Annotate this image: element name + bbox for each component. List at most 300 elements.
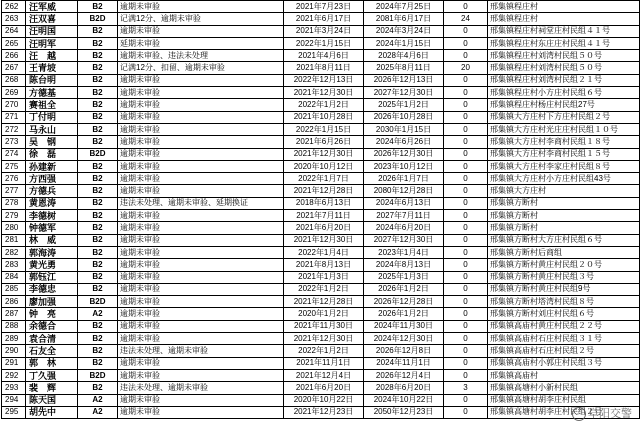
points-cell: 0 [444, 197, 488, 209]
table-row [2, 210, 640, 222]
address-cell: 邢集镇大方庄村 [488, 185, 640, 197]
address-cell: 邢集镇方断村 [488, 210, 640, 222]
reason-cell: 逾期未审验 [118, 148, 284, 160]
date-from-cell: 2021年4月6日 [284, 50, 364, 62]
date-to-cell: 2027年7月11日 [364, 210, 444, 222]
wechat-logo-icon [572, 407, 586, 421]
row-number-cell: 287 [2, 308, 26, 320]
date-to-cell: 2080年12月28日 [364, 185, 444, 197]
reason-cell: 记满12分、扣留、逾期未审验 [118, 62, 284, 74]
driver-name-cell: 黄恩涛 [26, 197, 78, 209]
table-row [2, 382, 640, 394]
address-cell: 邢集镇高庙村石庄村民组２号 [488, 345, 640, 357]
reason-cell: 逾期未审验 [118, 357, 284, 369]
address-cell: 邢集镇程庄村祠堂庄村民组４１号 [488, 25, 640, 37]
driver-name-cell: 袁合清 [26, 333, 78, 345]
table-row [2, 123, 640, 135]
date-from-cell: 2021年10月28日 [284, 111, 364, 123]
table-row [2, 357, 640, 369]
reason-cell: 逾期未审验 [118, 1, 284, 13]
reason-cell: 延期未审验 [118, 37, 284, 49]
date-to-cell: 2027年12月30日 [364, 234, 444, 246]
date-to-cell: 2026年12月4日 [364, 369, 444, 381]
date-from-cell: 2021年7月23日 [284, 1, 364, 13]
license-class-cell: B2 [78, 222, 118, 234]
date-from-cell: 2021年8月11日 [284, 62, 364, 74]
address-cell: 邢集镇大方庄村李家庄村民组８号 [488, 160, 640, 172]
row-number-cell: 280 [2, 222, 26, 234]
address-cell: 邢集镇程庄村 [488, 13, 640, 25]
driver-name-cell: 汪双喜 [26, 13, 78, 25]
date-to-cell: 2026年1月2日 [364, 283, 444, 295]
driver-name-cell: 余德合 [26, 320, 78, 332]
date-from-cell: 2020年10月22日 [284, 394, 364, 406]
address-cell: 邢集镇方断村塔湾村民组８号 [488, 296, 640, 308]
date-from-cell: 2022年1月7日 [284, 173, 364, 185]
driver-name-cell: 汪明军 [26, 37, 78, 49]
table-row [2, 222, 640, 234]
table-row [2, 271, 640, 283]
date-from-cell: 2021年12月28日 [284, 296, 364, 308]
points-cell: 0 [444, 357, 488, 369]
license-class-cell: B2 [78, 87, 118, 99]
date-to-cell: 2028年4月6日 [364, 50, 444, 62]
driver-name-cell: 郭钰江 [26, 271, 78, 283]
row-number-cell: 268 [2, 74, 26, 86]
points-cell: 0 [444, 111, 488, 123]
address-cell: 邢集镇程庄村 [488, 1, 640, 13]
table-row [2, 394, 640, 406]
points-cell: 0 [444, 123, 488, 135]
date-from-cell: 2022年1月2日 [284, 99, 364, 111]
driver-name-cell: 王青坡 [26, 62, 78, 74]
points-cell: 0 [444, 160, 488, 172]
address-cell: 邢集镇方断村后商组 [488, 246, 640, 258]
points-cell: 0 [444, 406, 488, 418]
points-cell: 0 [444, 308, 488, 320]
row-number-cell: 293 [2, 382, 26, 394]
license-class-cell: B2 [78, 25, 118, 37]
table-row [2, 308, 640, 320]
row-number-cell: 270 [2, 99, 26, 111]
driver-name-cell: 裴 辉 [26, 382, 78, 394]
license-class-cell: B2 [78, 62, 118, 74]
address-cell: 邢集镇大方庄村小方庄村民组43号 [488, 173, 640, 185]
violation-table [1, 0, 640, 419]
license-class-cell: B2 [78, 234, 118, 246]
date-to-cell: 2025年1月2日 [364, 99, 444, 111]
row-number-cell: 282 [2, 246, 26, 258]
license-class-cell: B2 [78, 382, 118, 394]
row-number-cell: 262 [2, 1, 26, 13]
points-cell: 0 [444, 246, 488, 258]
driver-name-cell: 陈台明 [26, 74, 78, 86]
reason-cell: 逾期未审验 [118, 87, 284, 99]
date-from-cell: 2021年11月1日 [284, 357, 364, 369]
reason-cell: 逾期未审验、违法未处理 [118, 50, 284, 62]
address-cell: 邢集镇高塘村小新村民组 [488, 382, 640, 394]
table-row [2, 406, 640, 418]
row-number-cell: 279 [2, 210, 26, 222]
reason-cell: 违法未处理、逾期未审验 [118, 345, 284, 357]
date-to-cell: 2026年12月13日 [364, 74, 444, 86]
date-to-cell: 2030年1月15日 [364, 123, 444, 135]
table-row [2, 185, 640, 197]
reason-cell: 逾期未审验 [118, 25, 284, 37]
address-cell: 邢集镇大方庄村李商村民组１８号 [488, 136, 640, 148]
reason-cell: 逾期未审验 [118, 99, 284, 111]
date-to-cell: 2026年12月30日 [364, 148, 444, 160]
date-to-cell: 2024年7月25日 [364, 1, 444, 13]
date-from-cell: 2018年6月13日 [284, 197, 364, 209]
date-to-cell: 2024年8月13日 [364, 259, 444, 271]
license-class-cell: B2 [78, 136, 118, 148]
license-class-cell: B2D [78, 296, 118, 308]
date-to-cell: 2081年6月17日 [364, 13, 444, 25]
driver-name-cell: 汪明国 [26, 25, 78, 37]
date-to-cell: 2024年12月30日 [364, 333, 444, 345]
date-from-cell: 2021年12月30日 [284, 234, 364, 246]
address-cell: 邢集镇程庄村刘湾村民组５０号 [488, 50, 640, 62]
row-number-cell: 273 [2, 136, 26, 148]
reason-cell: 逾期未审验 [118, 111, 284, 123]
table-row [2, 160, 640, 172]
table-row [2, 87, 640, 99]
row-number-cell: 274 [2, 148, 26, 160]
reason-cell: 违法未处理、逾期未审验 [118, 382, 284, 394]
reason-cell: 逾期未审验 [118, 308, 284, 320]
row-number-cell: 266 [2, 50, 26, 62]
reason-cell: 逾期未审验 [118, 123, 284, 135]
date-to-cell: 2023年10月12日 [364, 160, 444, 172]
points-cell: 0 [444, 259, 488, 271]
date-to-cell: 2024年1月15日 [364, 37, 444, 49]
row-number-cell: 264 [2, 25, 26, 37]
address-cell: 邢集镇高塘村胡李庄村民组２号 [488, 406, 640, 418]
reason-cell: 逾期未审验 [118, 369, 284, 381]
date-from-cell: 2021年6月20日 [284, 222, 364, 234]
reason-cell: 逾期未审验 [118, 406, 284, 418]
date-to-cell: 2028年6月20日 [364, 382, 444, 394]
license-class-cell: B2 [78, 333, 118, 345]
table-row [2, 246, 640, 258]
reason-cell: 逾期未审验 [118, 185, 284, 197]
address-cell: 邢集镇高塘村胡李庄村民组 [488, 394, 640, 406]
driver-name-cell: 孙建新 [26, 160, 78, 172]
driver-name-cell: 林 威 [26, 234, 78, 246]
row-number-cell: 284 [2, 271, 26, 283]
driver-name-cell: 丁付明 [26, 111, 78, 123]
points-cell: 0 [444, 345, 488, 357]
address-cell: 邢集镇大方庄村下方庄村民组２号 [488, 111, 640, 123]
date-to-cell: 2024年6月26日 [364, 136, 444, 148]
table-row [2, 99, 640, 111]
points-cell: 0 [444, 148, 488, 160]
points-cell: 0 [444, 25, 488, 37]
table-row [2, 320, 640, 332]
reason-cell: 逾期未审验 [118, 271, 284, 283]
date-from-cell: 2021年12月30日 [284, 148, 364, 160]
license-class-cell: A2 [78, 394, 118, 406]
date-to-cell: 2024年11月30日 [364, 320, 444, 332]
table-row [2, 369, 640, 381]
row-number-cell: 294 [2, 394, 26, 406]
reason-cell: 逾期未审验 [118, 259, 284, 271]
row-number-cell: 277 [2, 185, 26, 197]
date-to-cell: 2024年3月24日 [364, 25, 444, 37]
date-to-cell: 2026年12月8日 [364, 345, 444, 357]
license-class-cell: A2 [78, 308, 118, 320]
date-from-cell: 2021年6月26日 [284, 136, 364, 148]
driver-name-cell: 钟 亮 [26, 308, 78, 320]
table-row [2, 234, 640, 246]
points-cell: 0 [444, 271, 488, 283]
row-number-cell: 271 [2, 111, 26, 123]
address-cell: 邢集镇高庙村黄庄村民组２２号 [488, 320, 640, 332]
date-from-cell: 2021年6月20日 [284, 382, 364, 394]
license-class-cell: B2 [78, 259, 118, 271]
row-number-cell: 281 [2, 234, 26, 246]
table-row [2, 345, 640, 357]
table-row [2, 197, 640, 209]
date-to-cell: 2024年11月1日 [364, 357, 444, 369]
license-class-cell: B2 [78, 74, 118, 86]
license-class-cell: B2D [78, 148, 118, 160]
driver-name-cell: 方德基 [26, 87, 78, 99]
reason-cell: 逾期未审验 [118, 160, 284, 172]
driver-name-cell: 胡先中 [26, 406, 78, 418]
address-cell: 邢集镇方断村大方庄村民组６号 [488, 234, 640, 246]
driver-name-cell: 方德兵 [26, 185, 78, 197]
license-class-cell: B2D [78, 369, 118, 381]
date-from-cell: 2021年11月30日 [284, 320, 364, 332]
driver-name-cell: 陈天国 [26, 394, 78, 406]
driver-name-cell: 钟德军 [26, 222, 78, 234]
driver-name-cell: 赛祖全 [26, 99, 78, 111]
date-to-cell: 2026年1月7日 [364, 173, 444, 185]
row-number-cell: 265 [2, 37, 26, 49]
address-cell: 邢集镇方断村 [488, 222, 640, 234]
date-from-cell: 2021年7月11日 [284, 210, 364, 222]
points-cell: 0 [444, 210, 488, 222]
license-class-cell: B2 [78, 357, 118, 369]
reason-cell: 逾期未审验 [118, 394, 284, 406]
date-to-cell: 2024年10月22日 [364, 394, 444, 406]
points-cell: 0 [444, 74, 488, 86]
driver-name-cell: 李德树 [26, 210, 78, 222]
license-class-cell: B2 [78, 99, 118, 111]
points-cell: 0 [444, 185, 488, 197]
driver-name-cell: 吴 钢 [26, 136, 78, 148]
table-row [2, 333, 640, 345]
table-row [2, 148, 640, 160]
row-number-cell: 272 [2, 123, 26, 135]
reason-cell: 记满12分、逾期未审验 [118, 13, 284, 25]
driver-name-cell: 黄光勇 [26, 259, 78, 271]
address-cell: 邢集镇方断村黄庄村民组２０号 [488, 259, 640, 271]
watermark: 阜阳交警 [572, 405, 632, 421]
driver-name-cell: 方西强 [26, 173, 78, 185]
address-cell: 邢集镇程庄村杨庄村民组27号 [488, 99, 640, 111]
date-from-cell: 2021年12月30日 [284, 87, 364, 99]
address-cell: 邢集镇程庄村刘湾村民组５０号 [488, 62, 640, 74]
points-cell: 0 [444, 333, 488, 345]
reason-cell: 逾期未审验 [118, 222, 284, 234]
driver-name-cell: 郭 林 [26, 357, 78, 369]
license-class-cell: B2 [78, 1, 118, 13]
date-to-cell: 2026年10月28日 [364, 111, 444, 123]
driver-name-cell: 丁久强 [26, 369, 78, 381]
license-class-cell: B2 [78, 197, 118, 209]
license-class-cell: B2 [78, 345, 118, 357]
reason-cell: 逾期未审验 [118, 296, 284, 308]
date-to-cell: 2025年8月11日 [364, 62, 444, 74]
license-class-cell: B2 [78, 246, 118, 258]
points-cell: 0 [444, 87, 488, 99]
license-class-cell: B2 [78, 173, 118, 185]
points-cell: 0 [444, 369, 488, 381]
points-cell: 0 [444, 234, 488, 246]
points-cell: 0 [444, 136, 488, 148]
date-from-cell: 2021年8月13日 [284, 259, 364, 271]
address-cell: 邢集镇高庙村小郭庄村民组３号 [488, 357, 640, 369]
reason-cell: 逾期未审验 [118, 320, 284, 332]
table-row [2, 136, 640, 148]
points-cell: 0 [444, 99, 488, 111]
license-class-cell: B2D [78, 13, 118, 25]
points-cell: 0 [444, 394, 488, 406]
date-to-cell: 2023年1月4日 [364, 246, 444, 258]
date-from-cell: 2020年1月2日 [284, 308, 364, 320]
date-to-cell: 2026年1月2日 [364, 308, 444, 320]
table-row [2, 173, 640, 185]
row-number-cell: 288 [2, 320, 26, 332]
address-cell: 邢集镇大方庄村光庄庄村民组１０号 [488, 123, 640, 135]
points-cell: 20 [444, 62, 488, 74]
reason-cell: 逾期未审验 [118, 333, 284, 345]
driver-name-cell: 石友全 [26, 345, 78, 357]
address-cell: 邢集镇程庄村刘湾村民组２１号 [488, 74, 640, 86]
table-row [2, 283, 640, 295]
row-number-cell: 289 [2, 333, 26, 345]
points-cell: 0 [444, 283, 488, 295]
license-class-cell: B2 [78, 210, 118, 222]
points-cell: 0 [444, 222, 488, 234]
date-from-cell: 2021年12月30日 [284, 333, 364, 345]
date-from-cell: 2022年1月2日 [284, 345, 364, 357]
table-row [2, 13, 640, 25]
row-number-cell: 295 [2, 406, 26, 418]
points-cell: 0 [444, 1, 488, 13]
license-class-cell: B2 [78, 271, 118, 283]
row-number-cell: 267 [2, 62, 26, 74]
row-number-cell: 276 [2, 173, 26, 185]
row-number-cell: 283 [2, 259, 26, 271]
reason-cell: 逾期未审验 [118, 210, 284, 222]
license-class-cell: B2 [78, 185, 118, 197]
license-class-cell: B2 [78, 111, 118, 123]
license-class-cell: B2 [78, 123, 118, 135]
driver-name-cell: 郭海涛 [26, 246, 78, 258]
table-row [2, 259, 640, 271]
date-from-cell: 2022年12月13日 [284, 74, 364, 86]
reason-cell: 违法未处理、逾期未审验、延期换证 [118, 197, 284, 209]
reason-cell: 逾期未审验 [118, 173, 284, 185]
license-class-cell: A2 [78, 406, 118, 418]
table-row [2, 74, 640, 86]
points-cell: 3 [444, 382, 488, 394]
row-number-cell: 263 [2, 13, 26, 25]
driver-name-cell: 廖加强 [26, 296, 78, 308]
date-from-cell: 2021年12月4日 [284, 369, 364, 381]
address-cell: 邢集镇程庄村小方庄村民组６号 [488, 87, 640, 99]
date-to-cell: 2024年6月13日 [364, 197, 444, 209]
date-from-cell: 2022年1月2日 [284, 283, 364, 295]
date-to-cell: 2027年12月30日 [364, 87, 444, 99]
reason-cell: 逾期未审验 [118, 74, 284, 86]
date-from-cell: 2021年12月28日 [284, 185, 364, 197]
date-to-cell: 2025年1月3日 [364, 271, 444, 283]
address-cell: 邢集镇方断村黄庄村民组9号 [488, 283, 640, 295]
date-to-cell: 2026年12月28日 [364, 296, 444, 308]
date-to-cell: 2050年12月23日 [364, 406, 444, 418]
date-from-cell: 2021年6月17日 [284, 13, 364, 25]
address-cell: 邢集镇方断村刘庄村民组６号 [488, 308, 640, 320]
reason-cell: 逾期未审验 [118, 136, 284, 148]
date-from-cell: 2022年1月4日 [284, 246, 364, 258]
row-number-cell: 286 [2, 296, 26, 308]
address-cell: 邢集镇高庙村 [488, 369, 640, 381]
driver-name-cell: 徐 磊 [26, 148, 78, 160]
row-number-cell: 269 [2, 87, 26, 99]
row-number-cell: 278 [2, 197, 26, 209]
row-number-cell: 275 [2, 160, 26, 172]
driver-name-cell: 李德忠 [26, 283, 78, 295]
license-class-cell: B2 [78, 37, 118, 49]
address-cell: 邢集镇大方庄村李商村民组１５号 [488, 148, 640, 160]
license-class-cell: B2 [78, 50, 118, 62]
table-row [2, 62, 640, 74]
points-cell: 0 [444, 296, 488, 308]
row-number-cell: 285 [2, 283, 26, 295]
license-class-cell: B2 [78, 283, 118, 295]
date-from-cell: 2021年12月23日 [284, 406, 364, 418]
points-cell: 24 [444, 13, 488, 25]
row-number-cell: 290 [2, 345, 26, 357]
date-from-cell: 2021年1月3日 [284, 271, 364, 283]
table-row [2, 25, 640, 37]
points-cell: 0 [444, 37, 488, 49]
row-number-cell: 292 [2, 369, 26, 381]
table-row [2, 1, 640, 13]
driver-name-cell: 汪军威 [26, 1, 78, 13]
reason-cell: 逾期未审验 [118, 283, 284, 295]
date-from-cell: 2022年1月15日 [284, 37, 364, 49]
reason-cell: 逾期未审验 [118, 234, 284, 246]
date-from-cell: 2022年1月15日 [284, 123, 364, 135]
table-row [2, 50, 640, 62]
address-cell: 邢集镇高庙村石庄村民组３１号 [488, 333, 640, 345]
table-row [2, 111, 640, 123]
points-cell: 0 [444, 173, 488, 185]
points-cell: 0 [444, 320, 488, 332]
row-number-cell: 291 [2, 357, 26, 369]
date-to-cell: 2024年6月20日 [364, 222, 444, 234]
table-row [2, 296, 640, 308]
address-cell: 邢集镇方断村黄庄村民组３号 [488, 271, 640, 283]
points-cell: 0 [444, 50, 488, 62]
date-from-cell: 2020年10月12日 [284, 160, 364, 172]
